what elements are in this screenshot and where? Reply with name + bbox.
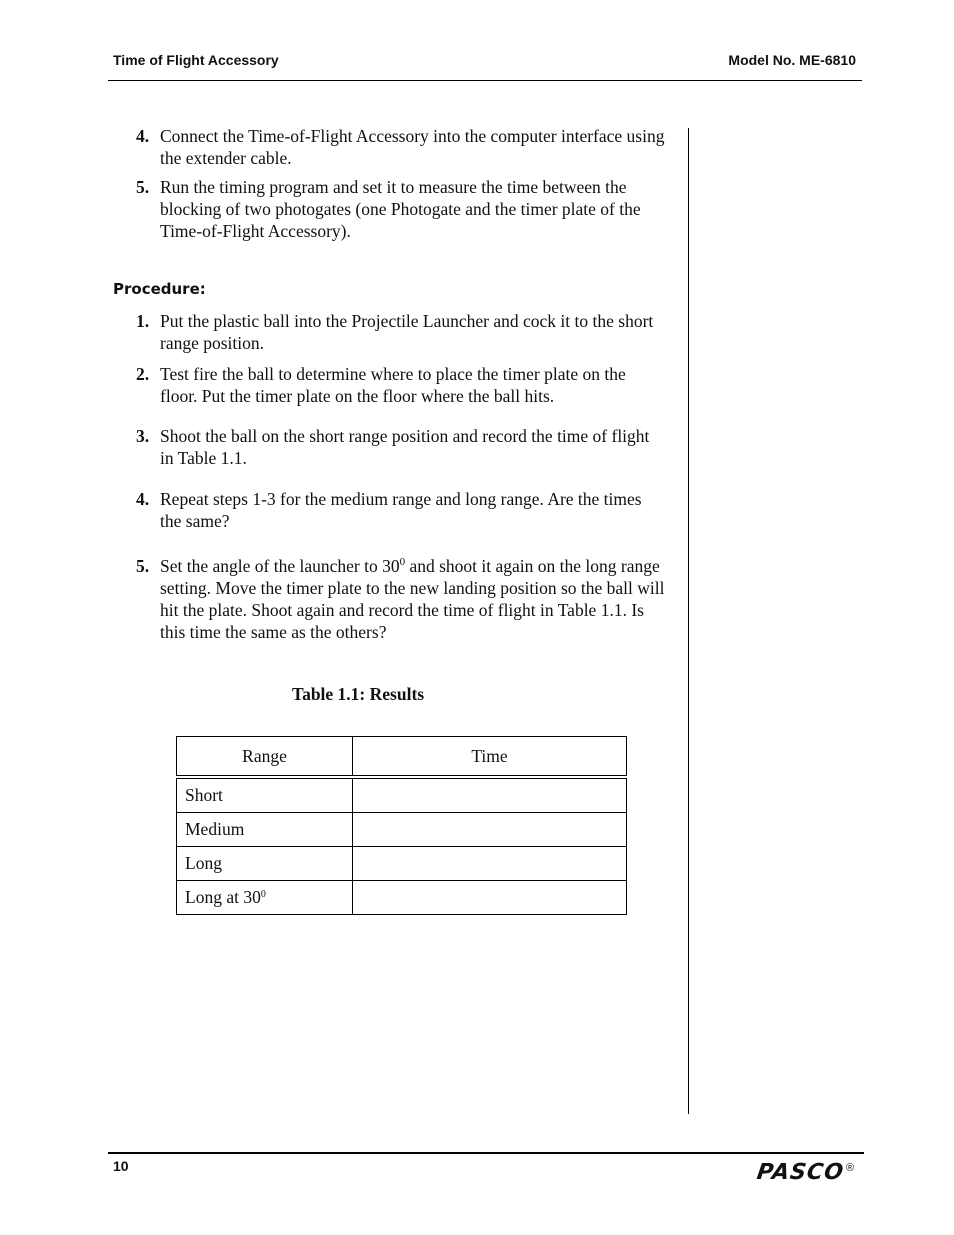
- procedure-step-1: [136, 310, 686, 354]
- range-cell: Short: [177, 777, 353, 813]
- step-number: 5.: [136, 177, 150, 197]
- procedure-step-2: [136, 363, 665, 407]
- step-number: 4.: [136, 126, 150, 146]
- table-header-row: [177, 737, 627, 778]
- header-rule: [108, 80, 862, 81]
- pasco-logo: PASCO: [755, 1160, 846, 1185]
- step-text-part: and shoot it again on the long range setting. Move the timer plate to the new landing position so the ball will hit the plate. Shoot again and record the time of flight in Table 1.1. Is this time the same as the others?: [160, 556, 665, 642]
- step-text-part: Set the angle of the launcher to 30: [160, 556, 400, 576]
- step-number: 1.: [136, 311, 150, 331]
- registered-mark: ®: [846, 1162, 855, 1174]
- column-header-time: Time: [353, 737, 627, 778]
- degree-superscript: 0: [399, 556, 406, 568]
- results-table: [176, 736, 627, 915]
- step-number: 4.: [136, 489, 150, 509]
- table-caption: Table 1.1: Results: [292, 684, 425, 704]
- time-cell[interactable]: [353, 881, 627, 915]
- procedure-step-5: [136, 555, 665, 643]
- running-header-title: Time of Flight Accessory: [113, 52, 279, 68]
- time-cell[interactable]: [353, 813, 627, 847]
- step-text: Test fire the ball to determine where to place the timer plate on the floor. Put the timer plate on the floor where the ball hits.: [160, 364, 626, 406]
- degree-superscript: 0: [260, 889, 266, 900]
- step-text: Run the timing program and set it to measure the time between the blocking of two photogates (one Photogate and the timer plate of the Time-of-Flight Accessory).: [160, 177, 641, 241]
- procedure-step-4: [136, 488, 650, 532]
- setup-step-5: [136, 176, 666, 242]
- range-label: Long at 30: [185, 887, 261, 907]
- time-cell[interactable]: [353, 777, 627, 813]
- column-header-range: Range: [177, 737, 353, 778]
- step-text: Repeat steps 1-3 for the medium range and long range. Are the times the same?: [160, 489, 642, 531]
- step-number: 3.: [136, 426, 150, 446]
- margin-line: [688, 128, 689, 1114]
- step-text: Shoot the ball on the short range position and record the time of flight in Table 1.1.: [160, 426, 650, 468]
- range-cell: Medium: [177, 813, 353, 847]
- time-cell[interactable]: [353, 847, 627, 881]
- procedure-heading: Procedure:: [113, 280, 206, 298]
- table-row: [177, 847, 627, 881]
- table-row: [177, 881, 627, 915]
- page-number: 10: [113, 1158, 129, 1174]
- step-number: 2.: [136, 364, 150, 384]
- setup-step-4: [136, 125, 666, 169]
- table-row: [177, 777, 627, 813]
- range-cell: [177, 881, 353, 915]
- step-number: 5.: [136, 556, 150, 576]
- procedure-step-3: [136, 425, 650, 469]
- table-row: [177, 813, 627, 847]
- step-text: Put the plastic ball into the Projectile Launcher and cock it to the short range position.: [160, 311, 654, 353]
- model-number: Model No. ME-6810: [728, 52, 856, 68]
- step-text: [160, 555, 665, 643]
- range-cell: Long: [177, 847, 353, 881]
- footer-rule: [108, 1152, 864, 1154]
- step-text: Connect the Time-of-Flight Accessory into the computer interface using the extender cable.: [160, 126, 665, 168]
